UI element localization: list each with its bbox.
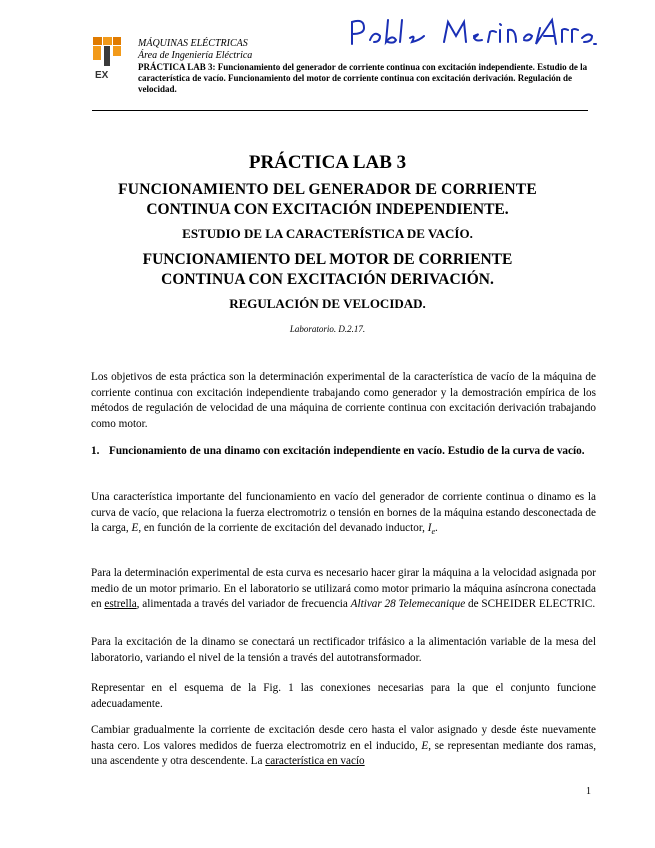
practice-description: PRÁCTICA LAB 3: Funcionamiento del generador de corriente continua con excitación independiente. Estudio de la característica de vacío. Funcionamiento del motor de corriente continua con excitación derivación. Regulación de velocidad. xyxy=(138,62,588,94)
intro-paragraph: Los objetivos de esta práctica son la determinación experimental de la característica de vacío de la máquina de corriente continua con excitación independiente trabajando como generador y la demostración empírica de los métodos de regulación de velocidad de una máquina de corriente continua con excitación derivación trabajando como motor. xyxy=(91,371,596,430)
university-logo xyxy=(92,36,122,80)
section-title: Funcionamiento de una dinamo con excitación independiente en vacío. Estudio de la curva de vacío. xyxy=(109,445,585,457)
paragraph-motor-primario: Para la determinación experimental de esta curva es necesario hacer girar la máquina a la velocidad asignada por medio de un motor primario. En el laboratorio se utilizará como motor primario la máquina asíncrona conectada en estrella, alimentada a través del variador de frecuencia Altivar 28 Telemecanique de SCHEIDER ELECTRIC. xyxy=(91,567,596,610)
paragraph-excitacion: Para la excitación de la dinamo se conectará un rectificador trifásico a la alimentación variable de la mesa del laboratorio, variando el nivel de la tensión a través del autotransformador. xyxy=(91,636,596,664)
title-line-4: FUNCIONAMIENTO DEL MOTOR DE CORRIENTE xyxy=(142,251,513,268)
document-title: PRÁCTICA LAB 3 xyxy=(248,152,407,173)
svg-text:EX: EX xyxy=(95,70,109,80)
title-line-6: REGULACIÓN DE VELOCIDAD. xyxy=(229,296,426,311)
course-name: MÁQUINAS ELÉCTRICAS xyxy=(138,38,248,49)
handwritten-signature xyxy=(340,14,600,54)
title-line-3: ESTUDIO DE LA CARACTERÍSTICA DE VACÍO. xyxy=(182,226,473,241)
section-number: 1. xyxy=(91,445,100,457)
paragraph-curva-vacio: Una característica importante del funcionamiento en vacío del generador de corriente continua o dinamo es la curva de vacío, que relaciona la fuerza electromotriz o tensión en bornes de la máquina estando desconectada de la carga, E, en función de la corriente de excitación del devanado inductor, $I_e$. xyxy=(91,491,596,537)
paragraph-esquema: Representar en el esquema de la Fig. 1 las conexiones necesarias para la que el conjunto funcione adecuadamente. xyxy=(91,682,596,710)
title-line-5: CONTINUA CON EXCITACIÓN DERIVACIÓN. xyxy=(161,271,494,288)
page-number: 1 xyxy=(586,786,591,797)
title-line-2: CONTINUA CON EXCITACIÓN INDEPENDIENTE. xyxy=(146,201,509,218)
section-heading xyxy=(91,444,596,459)
lab-location: Laboratorio. D.2.17. xyxy=(289,324,366,334)
paragraph-medidas: Cambiar gradualmente la corriente de excitación desde cero hasta el valor asignado y desde éste nuevamente hasta cero. Los valores medidos de fuerza electromotriz en el inducido, E, se representan mediante dos ramas, una ascendente y otra descendente. La característica en vacío xyxy=(91,724,596,767)
area-name: Área de Ingeniería Eléctrica xyxy=(138,50,253,61)
header-rule xyxy=(92,110,588,111)
title-line-1: FUNCIONAMIENTO DEL GENERADOR DE CORRIENTE xyxy=(118,181,537,198)
